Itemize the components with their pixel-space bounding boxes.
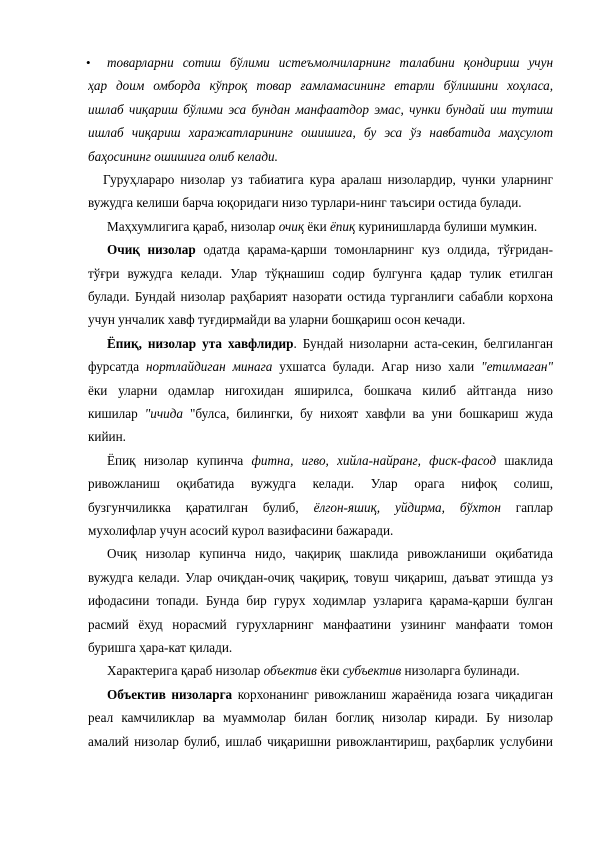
para-5-line-4: мухолифлар учун асосий курол вазифасини бажаради. xyxy=(88,523,394,538)
para-5-line-2: ривожланиш оқибатида вужудга келади. Улар орага нифоқ солиш, xyxy=(88,476,553,492)
para-6-line-5: буришга ҳара-кат қилади. xyxy=(88,640,233,655)
para-3-line-4: учун унчалик хавф туғдирмайди ва уларни бошқариш осон кечади. xyxy=(88,312,466,328)
para-6-line-2: вужудга келади. Улар очиқдан-очиқ чақириқ, товуш чиқариш, даъват этишда уз xyxy=(88,569,553,585)
para-4-line-2: фурсатда нортлайдиган минага ухшатса булади. Агар низо хали "етилмаган" xyxy=(88,359,553,375)
para-6-line-4: расмий ёхуд норасмий гурухларнинг манфаатини узининг манфаати томон xyxy=(88,616,553,632)
para-3-line-3: булади. Бундай низолар раҳбарият назорати остида турганлиги сабабли корхона xyxy=(88,289,553,304)
para-8-line-3: амалий низолар булиб, ишлаб чиқаришни ривожлантириш, раҳбарлик услубини xyxy=(88,733,553,749)
para-7-line-1: Характерига қараб низолар объектив ёки субъектив низоларга булинади. xyxy=(107,663,520,679)
para-5-line-3: бузгунчиликка қаратилган булиб, ёлгон-яшиқ, уйдирма, бўхтон гаплар xyxy=(88,499,553,515)
para-8-line-2: реал камчиликлар ва муаммолар билан боглиқ низолар киради. Бу низолар xyxy=(88,710,553,726)
para-8-line-1: Объектив низоларга корхонанинг ривожланиш жараёнида юзага чиқадиган xyxy=(107,686,553,702)
bullet-line-2: ҳар доим омборда кўпроқ товар ғамламасининг етарли бўлишини хоҳласа, xyxy=(88,78,553,94)
bullet-line-5: баҳосининг ошишига олиб келади. xyxy=(88,148,278,164)
para-4-line-1: Ёпиқ, низолар ута хавфлидир. Бундай низоларни аста-секин, белгиланган xyxy=(107,335,553,351)
bullet-line-4: ишлаб чиқариш харажатларининг ошишига, бу эса ўз навбатида маҳсулот xyxy=(88,125,553,141)
para-2-line-1: Маҳхумлигига қараб, низолар очиқ ёки ёпиқ куринишларда булиши мумкин. xyxy=(107,218,538,234)
para-5-line-1: Ёпиқ низолар купинча фитна, игво, хийла-найранг, фиск-фасод шаклида xyxy=(107,452,553,468)
para-4-line-5: кийин. xyxy=(88,429,126,445)
term-objective-conflicts: Объектив низоларга xyxy=(107,686,233,702)
para-4-line-3: ёки уларни одамлар нигохидан яширилса, бошкача килиб айтганда низо xyxy=(88,382,553,398)
bullet-marker: • xyxy=(86,55,91,70)
para-6-line-3: ифодасини топади. Бунда бир гурух ходимлар узларига қарама-қарши булган xyxy=(88,593,553,609)
term-closed-conflicts: Ёпиқ, низолар ута хавфлидир xyxy=(107,335,294,351)
bullet-line-3: ишлаб чиқариш бўлими эса бундан манфаатдор эмас, чунки бундай иш тутиш xyxy=(88,101,553,117)
para-3-line-1: Очиқ низолар одатда қарама-қарши томонларнинг куз олдида, тўғридан- xyxy=(107,242,553,258)
para-1-line-2: вужудга келиши барча юқоридаги низо турлари-нинг таъсири остида булади. xyxy=(88,195,522,211)
para-6-line-1: Очиқ низолар купинча нидо, чақириқ шаклида ривожланиши оқибатида xyxy=(107,546,553,562)
bullet-line-1: товарларни сотиш бўлими истеъмолчиларнинг талабини қондириш учун xyxy=(107,55,553,70)
para-4-line-4: кишилар "ичида "булса, билингки, бу нихоят хавфли ва уни бошкариш жуда xyxy=(88,406,553,421)
term-open-conflicts: Очиқ низолар xyxy=(107,242,196,258)
para-3-line-2: тўғри вужудга келади. Улар тўқнашиш содир булгунга қадар тулик етилган xyxy=(88,265,553,281)
para-1-line-1: Гуруҳлараро низолар уз табиатига кура аралаш низолардир, чунки уларнинг xyxy=(103,172,553,187)
